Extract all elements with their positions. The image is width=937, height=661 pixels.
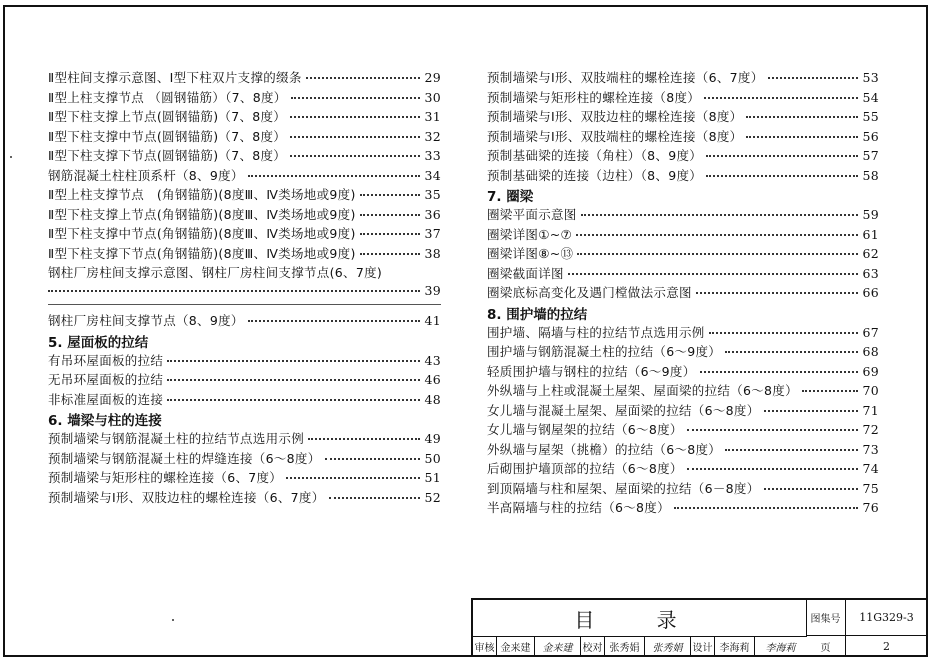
toc-entry-title: 女儿墙与混凝土屋架、屋面梁的拉结（6～8度） — [487, 402, 760, 418]
toc-entry-title: 半高隔墙与柱的拉结（6～8度） — [487, 500, 670, 515]
review-label: 审核 — [473, 636, 497, 657]
toc-entry — [487, 362, 879, 382]
toc-entry-page: 31 — [424, 109, 441, 124]
toc-entry-title: 钢柱厂房柱间支撑节点（8、9度） — [48, 313, 244, 328]
toc-entry-page: 46 — [424, 372, 441, 387]
page-number: 2 — [846, 636, 928, 657]
toc-entry-page: 63 — [862, 265, 879, 281]
toc-entry-title: 预制墙梁与Ⅰ形、双肢边柱的螺栓连接（8度） — [487, 109, 743, 124]
document-title: 目 录 — [473, 600, 807, 637]
toc-entry — [487, 498, 879, 518]
atlas-number: 11G329-3 — [846, 600, 928, 636]
toc-entry — [487, 107, 879, 127]
toc-entry-page: 55 — [862, 109, 879, 124]
toc-entry — [48, 185, 441, 205]
toc-entry-page: 48 — [424, 391, 441, 407]
dot-leader — [248, 175, 421, 177]
toc-entry-page: 67 — [862, 324, 879, 340]
toc-entry — [48, 468, 441, 488]
toc-entry — [48, 311, 441, 331]
toc-entry — [487, 127, 879, 147]
toc-entry — [48, 224, 441, 244]
dot-leader — [764, 488, 859, 490]
toc-entry — [48, 107, 441, 127]
toc-entry-page: 75 — [862, 480, 879, 496]
scan-speck — [10, 156, 12, 158]
dot-leader — [581, 214, 859, 216]
dot-leader — [325, 458, 421, 460]
toc-entry — [487, 440, 879, 460]
signature-row — [473, 636, 806, 657]
toc-entry-page: 76 — [862, 500, 879, 515]
toc-entry-title: 后砌围护墙顶部的拉结（6～8度） — [487, 461, 683, 476]
toc-entry — [487, 283, 879, 303]
dot-leader — [687, 468, 859, 470]
dot-leader — [706, 155, 858, 157]
toc-entry-title: 围护墙与钢筋混凝土柱的拉结（6～9度） — [487, 344, 722, 359]
toc-entry-page: 59 — [862, 207, 879, 222]
toc-entry — [487, 88, 879, 108]
toc-entry — [48, 488, 441, 508]
toc-entry-page: 39 — [424, 282, 441, 298]
atlas-number-label: 图集号 — [806, 600, 846, 636]
dot-leader — [802, 390, 859, 392]
toc-entry — [487, 264, 879, 284]
dot-leader — [360, 253, 421, 255]
toc-entry-title: 预制基础梁的连接（边柱）（8、9度） — [487, 167, 703, 183]
toc-entry — [48, 390, 441, 410]
toc-entry — [48, 449, 441, 469]
dot-leader — [248, 320, 421, 322]
dot-leader — [768, 77, 859, 79]
toc-entry — [487, 68, 879, 88]
toc-entry-title: 女儿墙与钢屋架的拉结（6～8度） — [487, 422, 683, 437]
design-label: 设计 — [691, 636, 715, 657]
toc-entry-title: 预制墙梁与矩形柱的螺栓连接（8度） — [487, 89, 701, 105]
toc-entry-title: 预制基础梁的连接（角柱）（8、9度） — [487, 148, 703, 163]
toc-entry-title: Ⅱ型柱间支撑示意图、Ⅰ型下柱双片支撑的缀条 — [48, 70, 302, 85]
designer-signature: 李海莉 — [765, 643, 796, 654]
toc-entry — [487, 225, 879, 245]
toc-entry — [48, 146, 441, 166]
toc-entry-title: 预制墙梁与Ⅰ形、双肢端柱的螺栓连接（6、7度） — [487, 70, 764, 85]
toc-entry-title: 钢柱厂房柱间支撑示意图、钢柱厂房柱间支撑节点(6、7度) — [48, 265, 383, 280]
toc-entry-page: 66 — [862, 285, 879, 300]
dot-leader — [725, 449, 858, 451]
toc-entry — [48, 127, 441, 147]
toc-entry-page: 38 — [424, 245, 441, 261]
toc-entry-title: Ⅱ型上柱支撑节点 （圆钢锚筋）（7、8度） — [48, 89, 287, 105]
toc-entry — [487, 244, 879, 264]
toc-entry-page: 53 — [862, 70, 879, 85]
toc-left-column — [48, 68, 441, 507]
dot-leader — [746, 136, 858, 138]
toc-entry — [48, 166, 441, 186]
toc-entry — [487, 146, 879, 166]
toc-entry-page: 41 — [424, 313, 441, 328]
toc-entry-title: 钢筋混凝土柱柱顶系杆（8、9度） — [48, 167, 244, 183]
toc-entry-title: 外纵墙与屋架（挑檐）的拉结（6～8度） — [487, 441, 722, 457]
reviewer-name: 金来建 — [497, 636, 535, 657]
toc-entry — [487, 323, 879, 343]
toc-entry-title: Ⅱ型下柱支撑上节点(圆钢锚筋)（7、8度） — [48, 109, 287, 124]
toc-entry-page: 50 — [424, 450, 441, 466]
dot-leader — [360, 194, 421, 196]
dot-leader — [290, 155, 420, 157]
toc-entry-page: 32 — [424, 128, 441, 144]
checker-name: 张秀娟 — [605, 636, 645, 657]
toc-entry-page: 30 — [424, 89, 441, 105]
toc-entry-page: 54 — [862, 89, 879, 105]
toc-entry-title: 圈梁截面详图 — [487, 265, 564, 281]
toc-entry-page: 61 — [862, 226, 879, 242]
toc-entry-page: 69 — [862, 363, 879, 379]
toc-entry-title: 围护墙、隔墙与柱的拉结节点选用示例 — [487, 324, 705, 340]
section-heading-roof-panels: 5. 屋面板的拉结 — [48, 334, 149, 351]
toc-entry — [48, 429, 441, 449]
dot-leader — [706, 175, 858, 177]
toc-entry-title: 外纵墙与上柱或混凝土屋架、屋面梁的拉结（6～8度） — [487, 383, 798, 398]
toc-entry-page: 62 — [862, 246, 879, 261]
dot-leader — [308, 438, 420, 440]
toc-entry-page: 73 — [862, 441, 879, 457]
toc-entry-page: 36 — [424, 206, 441, 222]
dot-leader — [577, 253, 858, 255]
dot-leader — [568, 273, 859, 275]
toc-entry-page: 58 — [862, 167, 879, 183]
toc-entry-page: 51 — [424, 470, 441, 485]
toc-entry-title: 预制墙梁与钢筋混凝土柱的拉结节点选用示例 — [48, 431, 305, 446]
toc-entry-page: 49 — [424, 431, 441, 446]
dot-leader — [674, 507, 859, 509]
toc-entry — [487, 166, 879, 186]
toc-entry-page: 33 — [424, 148, 441, 163]
page-label: 页 — [806, 636, 846, 657]
toc-entry-title: 圈梁详图①~⑦ — [487, 226, 572, 242]
dot-leader — [329, 497, 421, 499]
dot-leader — [746, 116, 858, 118]
toc-entry-title: Ⅱ型下柱支撑中节点(角钢锚筋)(8度Ⅲ、Ⅳ类场地或9度) — [48, 226, 356, 241]
designer-name: 李海莉 — [715, 636, 755, 657]
toc-entry-page: 52 — [424, 489, 441, 505]
section-heading-wall-beams: 6. 墙梁与柱的连接 — [48, 413, 162, 429]
toc-entry-page: 37 — [424, 226, 441, 241]
dot-leader — [290, 136, 420, 138]
toc-entry-page: 56 — [862, 128, 879, 144]
checker-signature: 张秀娟 — [645, 636, 691, 657]
toc-entry-title: Ⅱ型下柱支撑下节点(角钢锚筋)(8度Ⅲ、Ⅳ类场地或9度) — [48, 245, 356, 261]
dot-leader — [286, 477, 420, 479]
toc-entry — [487, 459, 879, 479]
toc-entry — [48, 263, 441, 302]
toc-entry — [48, 205, 441, 225]
dot-leader — [764, 410, 859, 412]
dot-leader — [290, 116, 420, 118]
toc-entry-page: 70 — [862, 383, 879, 398]
scan-speck — [172, 619, 174, 621]
toc-entry-title: Ⅱ型下柱支撑中节点(圆钢锚筋)（7、8度） — [48, 128, 287, 144]
reviewer-signature: 金来建 — [535, 636, 581, 657]
toc-entry-page: 71 — [862, 402, 879, 418]
section-heading-ring-beams: 7. 圈梁 — [487, 189, 534, 205]
check-label: 校对 — [581, 636, 605, 657]
toc-entry-page: 35 — [424, 187, 441, 202]
dot-leader — [167, 379, 420, 381]
toc-entry-title: 预制墙梁与Ⅰ形、双肢边柱的螺栓连接（6、7度） — [48, 489, 325, 505]
dot-leader — [360, 233, 421, 235]
toc-entry-title: 无吊环屋面板的拉结 — [48, 372, 164, 387]
toc-entry-title: 预制墙梁与钢筋混凝土柱的焊缝连接（6～8度） — [48, 450, 321, 466]
toc-entry-page: 72 — [862, 422, 879, 437]
dot-leader — [576, 234, 858, 236]
toc-entry-title: Ⅱ型下柱支撑上节点(角钢锚筋)(8度Ⅲ、Ⅳ类场地或9度) — [48, 206, 356, 222]
toc-entry — [487, 205, 879, 225]
toc-entry-page: 43 — [424, 352, 441, 368]
toc-entry-title: Ⅱ型上柱支撑节点 (角钢锚筋)(8度Ⅲ、Ⅳ类场地或9度) — [48, 187, 356, 202]
separator-line — [48, 304, 441, 307]
toc-right-column — [487, 68, 879, 518]
toc-entry-title: 轻质围护墙与钢柱的拉结（6～9度） — [487, 363, 696, 379]
toc-entry — [487, 479, 879, 499]
dot-leader — [696, 292, 859, 294]
toc-entry-title: 圈梁详图⑧~⑬ — [487, 246, 574, 261]
dot-leader — [167, 399, 420, 401]
dot-leader — [167, 360, 420, 362]
dot-leader — [700, 371, 859, 373]
toc-entry — [487, 342, 879, 362]
dot-leader — [306, 77, 421, 79]
toc-entry-title: 圈梁底标高变化及遇门樘做法示意图 — [487, 285, 692, 300]
dot-leader — [704, 97, 858, 99]
toc-entry — [48, 351, 441, 371]
toc-entry-page: 57 — [862, 148, 879, 163]
toc-entry — [48, 88, 441, 108]
toc-entry — [48, 68, 441, 88]
toc-entry-title: 非标准屋面板的连接 — [48, 391, 164, 407]
toc-entry-title: 预制墙梁与Ⅰ形、双肢端柱的螺栓连接（8度） — [487, 128, 743, 144]
toc-entry-page: 34 — [424, 167, 441, 183]
dot-leader — [709, 332, 859, 334]
toc-entry — [487, 381, 879, 401]
toc-entry-title: 有吊环屋面板的拉结 — [48, 352, 164, 368]
toc-entry — [48, 244, 441, 264]
toc-entry-title: 圈梁平面示意图 — [487, 207, 577, 222]
dot-leader — [291, 97, 421, 99]
dot-leader — [725, 351, 858, 353]
dot-leader — [360, 214, 421, 216]
toc-entry-page: 29 — [424, 70, 441, 85]
dot-leader — [48, 290, 420, 292]
toc-entry — [487, 420, 879, 440]
toc-entry-page: 74 — [862, 461, 879, 476]
toc-entry-title: Ⅱ型下柱支撑下节点(圆钢锚筋)（7、8度） — [48, 148, 287, 163]
section-heading-enclosure-walls: 8. 围护墙的拉结 — [487, 306, 588, 323]
toc-entry — [48, 370, 441, 390]
dot-leader — [687, 429, 859, 431]
toc-entry-title: 到顶隔墙与柱和屋架、屋面梁的拉结（6－8度） — [487, 480, 760, 496]
toc-entry-title: 预制墙梁与矩形柱的螺栓连接（6、7度） — [48, 470, 283, 485]
toc-entry — [487, 401, 879, 421]
toc-entry-page: 68 — [862, 344, 879, 359]
title-block — [471, 598, 928, 657]
